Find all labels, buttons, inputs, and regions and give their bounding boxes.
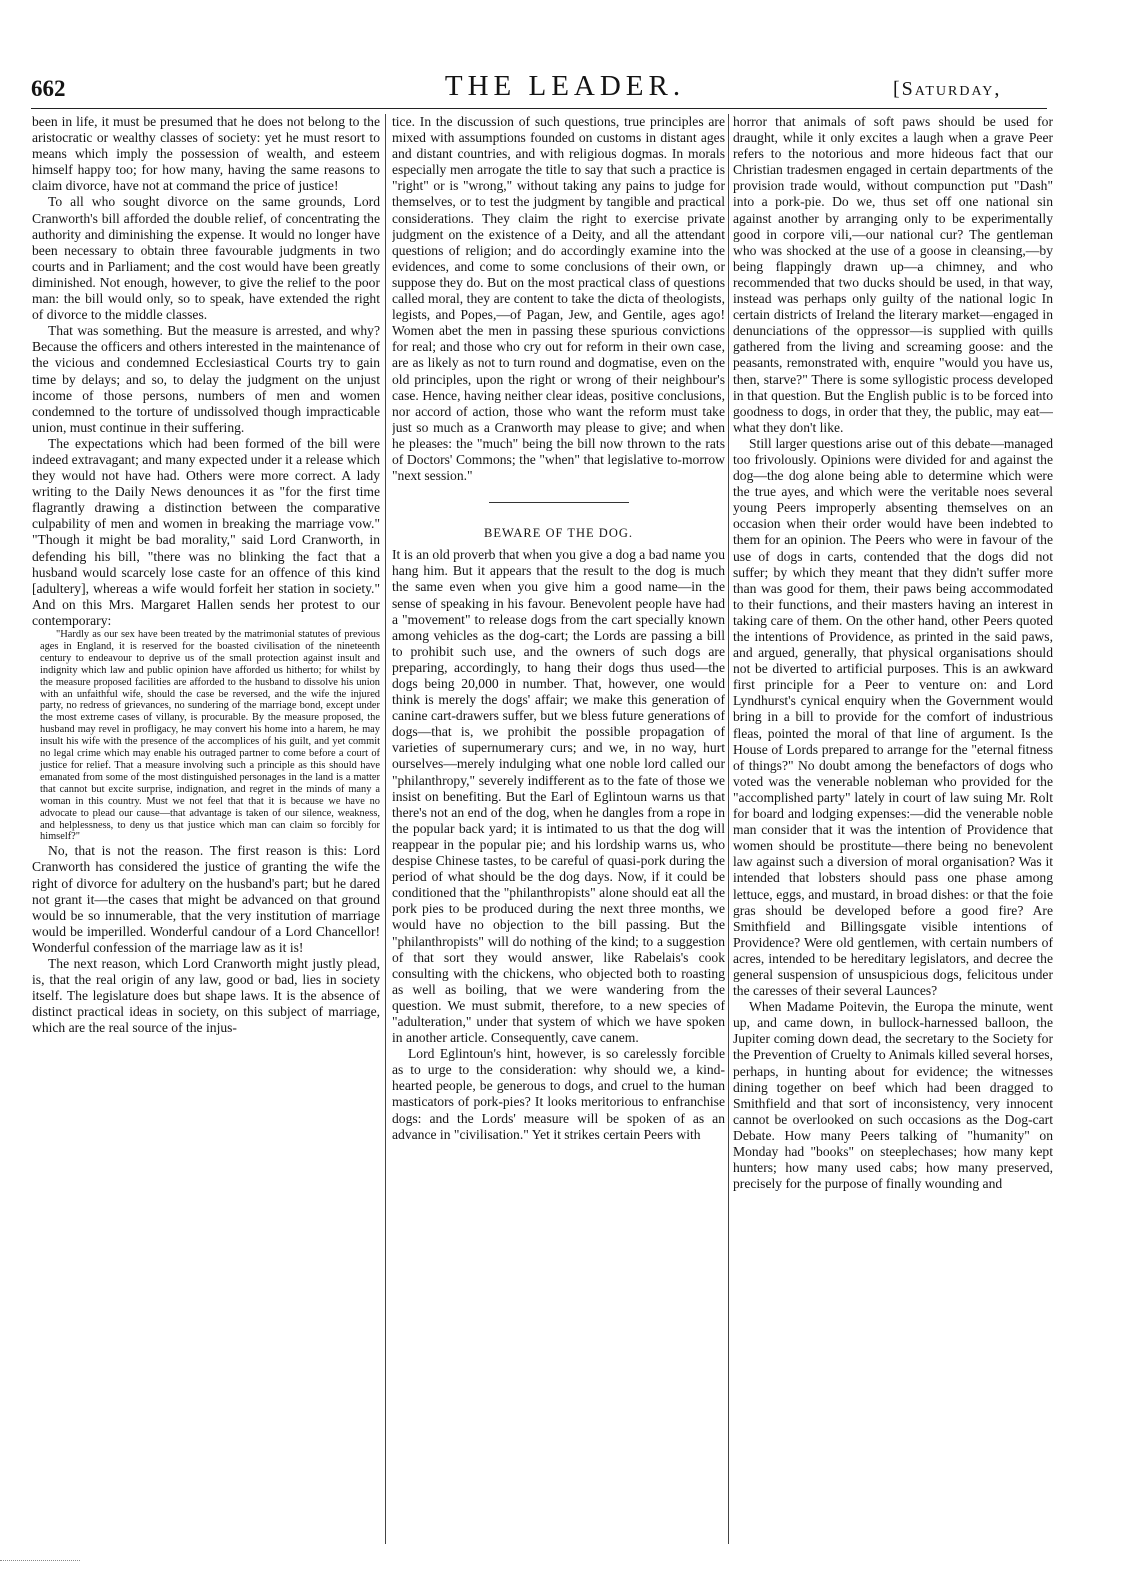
page-number: 662 bbox=[31, 76, 66, 101]
paragraph: tice. In the discussion of such questions, true principles are mixed with assumptions founded on customs in distant ages and distant countries, and with religious dogmas. In morals especially men arrogate the title to say that such a practice is "right" or is "wrong," without taking any pains to judge for themselves, or to test the judgment by tangible and practical considerations. They claim the right to exercise private judgment on the existence of a Deity, and all the attendant questions of religion; and do accordingly examine into the evidences, and come to some conclusions of their own, or suppose they do. But on the most practical class of questions called moral, they are content to take the dicta of theologists, legists, and Popes,—of Pagan, Jew, and Gentile, ages ago! Women abet the men in passing these spurious convictions for real; and those who cry out for reform in their own case, are as likely as not to turn round and dogmatise, even on the old principles, upon the right or wrong of their neighbour's case. Hence, having neither clear ideas, positive conclusions, nor accord of action, those who want the reform must take just so much as a Cranworth may please to give; and when he pleases: the "much" being the bill now thrown to the rats of Doctors' Commons; the "when" that legislative to-morrow "next session." bbox=[392, 114, 725, 484]
column-2 bbox=[392, 114, 725, 1544]
paragraph: When Madame Poitevin, the Europa the minute, went up, and came down, in bullock-harnessed balloon, the Jupiter coming down dead, the secretary to the Society for the Prevention of Cruelty to Animals killed several horses, perhaps, in hunting about for evidence; the witnesses dining together on beef which had been dragged to Smithfield and that sort of inconsistency, very innocent cannot be overlooked on such occasions as the Dog-cart Debate. How many Peers talking of "humanity" on Monday had "books" on steeplechases; how many kept hunters; how many used cabs; how many preserved, precisely for the purpose of finally wounding and bbox=[733, 999, 1053, 1192]
paragraph: been in life, it must be presumed that he does not belong to the aristocratic or wealthy classes of society: yet he must resort to means which imply the possession of wealth, and esteem himself happy too; for how many, having the same reasons to claim divorce, have not at command the price of justice! bbox=[32, 114, 380, 194]
newspaper-title: THE LEADER. bbox=[444, 70, 686, 102]
letter-quote: "Hardly as our sex have been treated by the matrimonial statutes of previous ages in England, it is reserved for the boasted civilisation of the nineteenth century to endeavour to deprive us of the small protection against insult and indignity which law and public opinion have afforded us hitherto; for whilst by the measure proposed facilities are afforded to the husband to dissolve his union with an unfaithful wife, should the case be reversed, and the wife the injured party, no redress of grievances, no sundering of the marriage bond, except under the most extreme cases of villany, is procurable. By the measure proposed, the husband may revel in profligacy, he may convert his home into a harem, he may insult his wife with the presence of the accomplices of his guilt, and yet commit no legal crime which may enable his outraged partner to come before a court of justice for relief. That a measure involving such a principle as this should have emanated from some of the most distinguished personages in the land is a matter that cannot but excite surprise, indignation, and regret in the minds of many a woman in this country. Must we not feel that that it is because we have no advocate to plead our cause—that advantage is taken of our silence, weakness, and helplessness, to deny us that justice which man can claim so forcibly for himself?" bbox=[40, 629, 380, 843]
column-divider bbox=[728, 114, 729, 1544]
column-1 bbox=[32, 114, 380, 1544]
column-3 bbox=[733, 114, 1053, 1544]
paragraph: That was something. But the measure is arrested, and why? Because the officers and others interested in the maintenance of the vicious and condemned Ecclesiastical Courts try to gain time by delays; and so, to delay the judgment on the unjust income of those persons, numbers of men and women condemned to the torture of undissolved though impracticable union, must continue in their suffering. bbox=[32, 323, 380, 435]
paragraph: No, that is not the reason. The first reason is this: Lord Cranworth has considered the justice of granting the wife the right of divorce for adultery on the husband's part; but he dared not grant it—the cases that might be advanced on that ground would be so innumerable, that the very institution of marriage would be imperilled. Wonderful candour of a Lord Chancellor! Wonderful confession of the marriage law as it is! bbox=[32, 843, 380, 955]
masthead bbox=[0, 0, 1130, 118]
section-divider bbox=[489, 502, 629, 503]
article-heading: BEWARE OF THE DOG. bbox=[483, 526, 634, 541]
paragraph: It is an old proverb that when you give a dog a bad name you hang him. But it appears that the result to the dog is much the same even when you give him a good name—in the sense of speaking in his favour. Benevolent people have had a "movement" to release dogs from the cart specially known among vehicles as the dog-cart; the Lords are passing a bill to prohibit such use, and the owners of such dogs are preparing, accordingly, to hang their dogs thus used—the dogs being 20,000 in number. That, however, one would think is merely the dogs' affair; we make this generation of canine cart-drawers suffer, but we bless future generations of dogs—that is, we prohibit the possible propagation of varieties of supernumerary curs; and we, in no way, hurt ourselves—merely indulging what one noble lord called our "philanthropy," severely indifferent as to the fate of those we insist on benefiting. But the Earl of Eglintoun warns us that there's not an end of the dog, when he dangles from a rope in the popular back yard; it is intimated to us that the dog will reappear in the popular pie; and his lordship warns us, who despise Chinese tastes, to be careful of quasi-pork during the period of what should be the dog days. Now, if it could be conditioned that the "philanthropists" alone should eat all the pork pies to be produced during the next three months, we would have no objection to the bill passing. But the "philanthropists" will do nothing of the kind; to a suggestion of that sort they would answer, like Rabelais's cook consulting with the chickens, who objected both to roasting as well as boiling, that we were wandering from the question. We must submit, therefore, to a new species of "adulteration," under that system of which we have spoken in another article. Consequently, cave canem. bbox=[392, 547, 725, 1046]
paragraph: The next reason, which Lord Cranworth might justly plead, is, that the real origin of any law, good or bad, lies in society itself. The legislature does but shape laws. It is the absence of distinct practical ideas in society, on this subject of marriage, which are the real source of the injus- bbox=[32, 955, 380, 1036]
header-rule bbox=[31, 108, 1047, 109]
paragraph: Lord Eglintoun's hint, however, is so carelessly forcible as to urge to the consideration: why should we, a kind-hearted people, be generous to dogs, and cruel to the human masticators of pork-pies? It looks meritorious to enfranchise dogs: and the Lords' measure will be spoken of as an advance in "civilisation." Yet it strikes certain Peers with bbox=[392, 1046, 725, 1142]
page-edge-mark bbox=[0, 1560, 80, 1569]
column-divider bbox=[385, 114, 386, 1544]
issue-day: [Saturday, bbox=[893, 78, 1002, 100]
paragraph: The expectations which had been formed of the bill were indeed extravagant; and many expected under it a release which they would not have had. Others were more correct. A lady writing to the Daily News denounces it as "for the first time flagrantly drawing a distinction between the comparative culpability of men and women in breaking the marriage vow." "Though it might be bad morality," said Lord Cranworth, in defending his bill, "there was no blinking the fact that a husband would scarcely lose caste for an offence of this kind [adultery], whereas a wife would forfeit her station in society." And on this Mrs. Margaret Hallen sends her protest to our contemporary: bbox=[32, 435, 380, 628]
paragraph: horror that animals of soft paws should be used for draught, while it only excites a laugh when a grave Peer refers to the notorious and more hideous fact that our Christian tradesmen engaged in certain departments of the provision trade would, without compunction put "Dash" into a pork-pie. Do we, thus set off one national sin against another by arranging only to be experimentally good in corpore vili,—our national cur? The gentleman who was shocked at the use of a goose in cleansing,—by being flappingly drawn up—a chimney, and who recommended that two ducks should be used, in that way, instead was perhaps only guilty of the national logic In certain districts of Ireland the literary market—engaged in denunciations of the oppressor—is supplied with quills gathered from the living and screaming goose: and the peasants, remonstrated with, enquire "would you have us, then, starve?" There is some syllogistic process developed in that question. But the English public is to be forced into goodness to dogs, in order that they, the public, may eat—what they don't like. bbox=[733, 114, 1053, 435]
paragraph: Still larger questions arise out of this debate—managed too frivolously. Opinions were divided for and against the dog—the dog alone being able to determine which were the true ayes, and which were the veritable noes several young Peers improperly absenting themselves on an occasion when their order would have been indebted to them for an opinion. The Peers who were in favour of the use of dogs in carts, contended that the dogs did not suffer; by which they meant that they didn't suffer more than was good for them, their paws being accommodated to their functions, and their masters having an interest in taking care of them. On the other hand, other Peers quoted the intentions of Providence, as printed in the said paws, and argued, generally, that physical organisations should not be diverted to artificial purposes. This is an awkward first principle for a Peer to venture on: and Lord Lyndhurst's cynical enquiry when the Government would bring in a bill to provide for the comfort of industrious fleas, pointed the moral of that line of argument. Is the House of Lords prepared to arrange for the "eternal fitness of things?" No doubt among the benefactors of dogs who voted was the venerable nobleman who provided for the "accomplished party" lately in court of law suing Mr. Rolt for board and lodging expenses:—did the venerable noble man consider that it was the intention of Providence that women should be prostitute—there being no benevolent law against such a diversion of moral organisation? Was it intended that lobsters should pass one phase among lettuce, eggs, and mustard, in broad dishes: or that the foie gras should be developed before a good fire? Are Smithfield and Billingsgate visible intentions of Providence? Were old gentlemen, with certain numbers of acres, intended to be hereditary legislators, and decree the general suspension of unsuspicious dogs, felicitous under the caresses of their several Launces? bbox=[733, 435, 1053, 999]
paragraph: To all who sought divorce on the same grounds, Lord Cranworth's bill afforded the double relief, of concentrating the authority and diminishing the expense. It would no longer have been necessary to obtain three favourable judgments in two courts and in Parliament; and the cost would have been greatly diminished. Not enough, however, to give the relief to the poor man: the bill would only, so to speak, have extended the right of divorce to the middle classes. bbox=[32, 194, 380, 323]
